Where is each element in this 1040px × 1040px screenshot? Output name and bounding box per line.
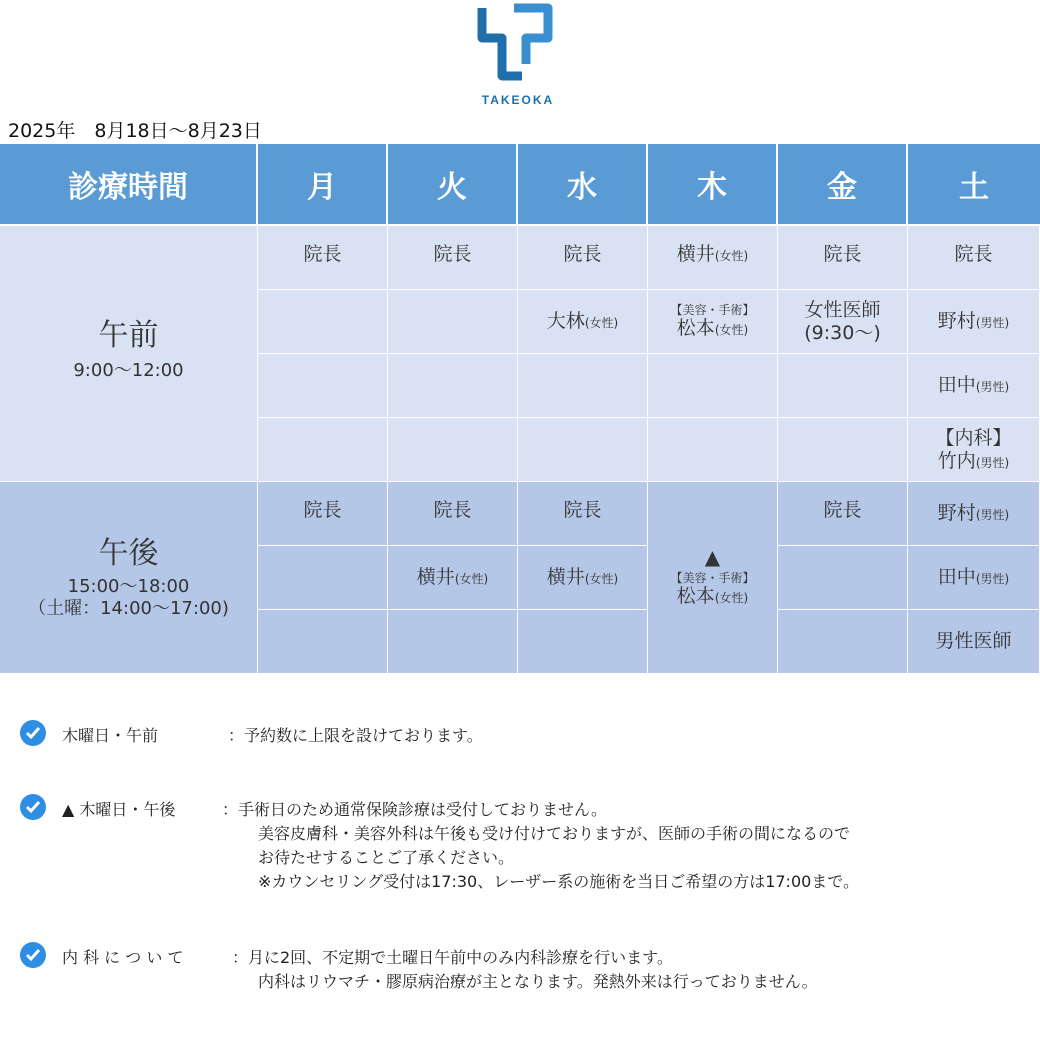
morning-cell-sat-4 (908, 418, 1040, 482)
doctor-name: 横井 (546, 566, 585, 589)
morning-cell-mon-1 (258, 226, 388, 290)
header-day-wed: 水 (518, 144, 648, 224)
morning-label (0, 226, 258, 482)
header-label: 診療時間 (0, 144, 258, 224)
morning-cell-thu-4 (648, 418, 778, 482)
morning-cell-wed-1 (518, 226, 648, 290)
note-2-line-2: お待たせすることご了承ください。 (258, 848, 515, 867)
check-icon (20, 942, 46, 968)
afternoon-label (0, 482, 258, 674)
afternoon-thu-pre: 【美容・手術】 (670, 570, 755, 585)
date-range: 2025年 8月18日～8月23日 (8, 120, 262, 142)
doctor-sex: (女性) (584, 316, 619, 331)
doctor-name: 院長 (563, 243, 602, 265)
morning-cell-tue-4 (388, 418, 518, 482)
morning-title: 午前 (98, 317, 159, 353)
doctor-note: (9:30～) (804, 321, 881, 344)
brand-name: TAKEOKA (481, 93, 555, 107)
doctor-sex: (女性) (714, 323, 749, 338)
morning-cell-wed-4 (518, 418, 648, 482)
cell-note: 【内科】 (935, 426, 1012, 449)
morning-hours: 9:00～12:00 (73, 359, 184, 381)
note-2-line-3: ※カウンセリング受付は17:30、レーザー系の施術を当日ご希望の方は17:00まで。 (258, 872, 859, 891)
afternoon-cell-sat-2 (908, 546, 1040, 610)
note-1-text: ：予約数に上限を設けております。 (228, 726, 483, 745)
afternoon-cell-sat-3 (908, 610, 1040, 674)
doctor-name: 院長 (563, 499, 602, 521)
afternoon-cell-mon-2 (258, 546, 388, 610)
header-day-thu: 木 (648, 144, 778, 224)
morning-cell-thu-1 (648, 226, 778, 290)
morning-cell-fri-4 (778, 418, 908, 482)
morning-cell-thu-2 (648, 290, 778, 354)
doctor-name: 横井 (676, 243, 715, 265)
triangle-mark: ▲ (704, 544, 721, 569)
afternoon-cell-tue-2 (388, 546, 518, 610)
doctor-name: 女性医師 (804, 298, 881, 321)
afternoon-cell-tue-3 (388, 610, 518, 674)
doctor-sex: (男性) (975, 455, 1010, 470)
doctor-name: 野村 (937, 310, 976, 333)
doctor-sex: (女性) (454, 572, 489, 587)
afternoon-cell-fri-1 (778, 482, 908, 546)
check-icon (20, 720, 46, 746)
note-2-text: ：手術日のため通常保険診療は受付しておりません。 (222, 800, 607, 819)
morning-cell-wed-3 (518, 354, 648, 418)
afternoon-cell-mon-1 (258, 482, 388, 546)
check-icon (20, 794, 46, 820)
afternoon-cell-tue-1 (388, 482, 518, 546)
doctor-name: 松本 (676, 317, 715, 340)
note-3-label: 内 科 に つ い て (62, 948, 184, 967)
doctor-name: 竹内 (937, 449, 976, 472)
header-day-mon: 月 (258, 144, 388, 224)
doctor-name: 院長 (303, 243, 342, 265)
morning-cell-sat-1 (908, 226, 1040, 290)
morning-cell-fri-1 (778, 226, 908, 290)
doctor-sex: (男性) (975, 508, 1010, 523)
doctor-sex: (男性) (975, 572, 1010, 587)
doctor-name: 横井 (416, 566, 455, 589)
afternoon-thu-sex: (女性) (714, 591, 749, 606)
header-day-sat: 土 (908, 144, 1040, 224)
morning-cell-mon-2 (258, 290, 388, 354)
doctor-name: 院長 (433, 243, 472, 265)
header-day-tue: 火 (388, 144, 518, 224)
cell-note: 【美容・手術】 (670, 302, 755, 317)
takeoka-logo (476, 2, 560, 86)
note-1-label: 木曜日・午前 (62, 726, 159, 745)
doctor-name: 院長 (823, 243, 862, 265)
doctor-name: 大林 (546, 310, 585, 333)
doctor-name: 院長 (954, 243, 993, 265)
morning-cell-tue-1 (388, 226, 518, 290)
doctor-name: 野村 (937, 502, 976, 525)
morning-cell-wed-2 (518, 290, 648, 354)
doctor-sex: (女性) (714, 249, 749, 263)
doctor-name: 院長 (303, 499, 342, 521)
morning-cell-mon-3 (258, 354, 388, 418)
afternoon-hours: 15:00～18:00 (67, 575, 190, 597)
afternoon-thu-doctor: 松本 (676, 585, 715, 608)
morning-cell-sat-2 (908, 290, 1040, 354)
note-2-label: ▲ 木曜日・午後 (62, 800, 176, 819)
doctor-name: 田中 (937, 374, 976, 397)
doctor-name: 田中 (937, 566, 976, 589)
doctor-sex: (男性) (975, 380, 1010, 395)
header-day-fri: 金 (778, 144, 908, 224)
doctor-name: 院長 (433, 499, 472, 521)
afternoon-title: 午後 (98, 535, 159, 571)
morning-cell-fri-2 (778, 290, 908, 354)
morning-cell-fri-3 (778, 354, 908, 418)
afternoon-cell-fri-3 (778, 610, 908, 674)
note-3-text: ：月に2回、不定期で土曜日午前中のみ内科診療を行います。 (232, 948, 673, 967)
morning-cell-mon-4 (258, 418, 388, 482)
afternoon-cell-sat-1 (908, 482, 1040, 546)
doctor-name: 院長 (823, 499, 862, 521)
afternoon-cell-fri-2 (778, 546, 908, 610)
afternoon-sat-hours: （土曜：14:00～17:00) (28, 597, 229, 619)
doctor-sex: (女性) (584, 572, 619, 587)
afternoon-cell-mon-3 (258, 610, 388, 674)
morning-cell-tue-3 (388, 354, 518, 418)
morning-cell-sat-3 (908, 354, 1040, 418)
doctor-sex: (男性) (975, 316, 1010, 331)
afternoon-cell-wed-1 (518, 482, 648, 546)
morning-cell-tue-2 (388, 290, 518, 354)
note-2-line-1: 美容皮膚科・美容外科は午後も受け付けておりますが、医師の手術の間になるので (258, 824, 851, 843)
doctor-name: 男性医師 (935, 630, 1012, 653)
afternoon-cell-wed-3 (518, 610, 648, 674)
morning-cell-thu-3 (648, 354, 778, 418)
afternoon-thu-cell (648, 482, 778, 674)
afternoon-cell-wed-2 (518, 546, 648, 610)
note-3-line-1: 内科はリウマチ・膠原病治療が主となります。発熱外来は行っておりません。 (258, 972, 818, 991)
